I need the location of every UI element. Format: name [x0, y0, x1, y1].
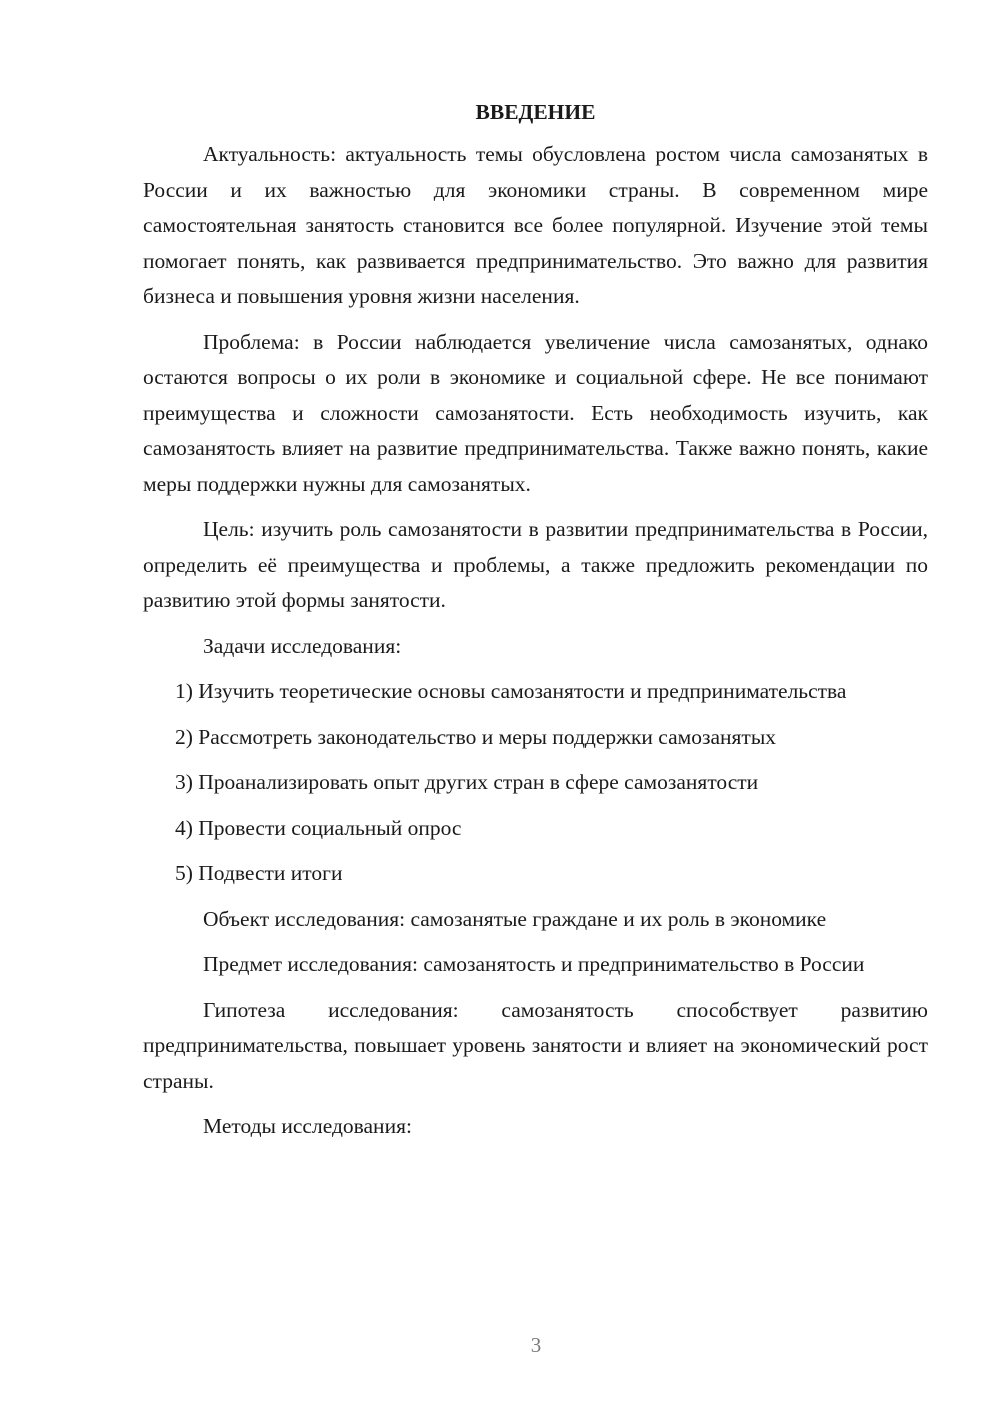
- task-item: 5) Подвести итоги: [175, 861, 343, 885]
- methods-heading: Методы исследования:: [203, 1114, 412, 1138]
- tasks-heading: Задачи исследования:: [203, 633, 402, 658]
- section-title: ВВЕДЕНИЕ: [475, 100, 596, 124]
- task-item: 4) Провести социальный опрос: [175, 815, 462, 840]
- subject-paragraph: Предмет исследования: самозанятость и предпринимательство в России: [203, 952, 865, 976]
- page-number: 3: [530, 1333, 542, 1357]
- relevance-paragraph: Актуальность: актуальность темы обусловлена ростом числа самозанятых в России и их важностью для экономики страны. В современном мире самостоятельная занятость становится все более популярной. Изучение этой темы помогает понять, как развивается предпринимательство. Это важно для развития бизнеса и повышения уровня жизни населения.: [143, 142, 928, 308]
- object-paragraph: Объект исследования: самозанятые граждане и их роль в экономике: [203, 906, 827, 931]
- problem-paragraph: Проблема: в России наблюдается увеличение числа самозанятых, однако остаются вопросы о их роли в экономике и социальной сфере. Не все понимают преимущества и сложности самозанятости. Есть необходимость изучить, как самозанятость влияет на развитие предпринимательства. Также важно понять, какие меры поддержки нужны для самозанятых.: [143, 329, 928, 496]
- document-body: [143, 96, 928, 1155]
- task-item: 1) Изучить теоретические основы самозанятости и предпринимательства: [175, 679, 847, 703]
- task-item: 3) Проанализировать опыт других стран в сфере самозанятости: [175, 770, 759, 794]
- hypothesis-paragraph: Гипотеза исследования: самозанятость способствует развитию предпринимательства, повышает уровень занятости и влияет на экономический рост страны.: [143, 997, 928, 1093]
- task-item: 2) Рассмотреть законодательство и меры поддержки самозанятых: [175, 724, 777, 749]
- goal-paragraph: Цель: изучить роль самозанятости в развитии предпринимательства в России, определить её преимущества и проблемы, а также предложить рекомендации по развитию этой формы занятости.: [143, 517, 928, 612]
